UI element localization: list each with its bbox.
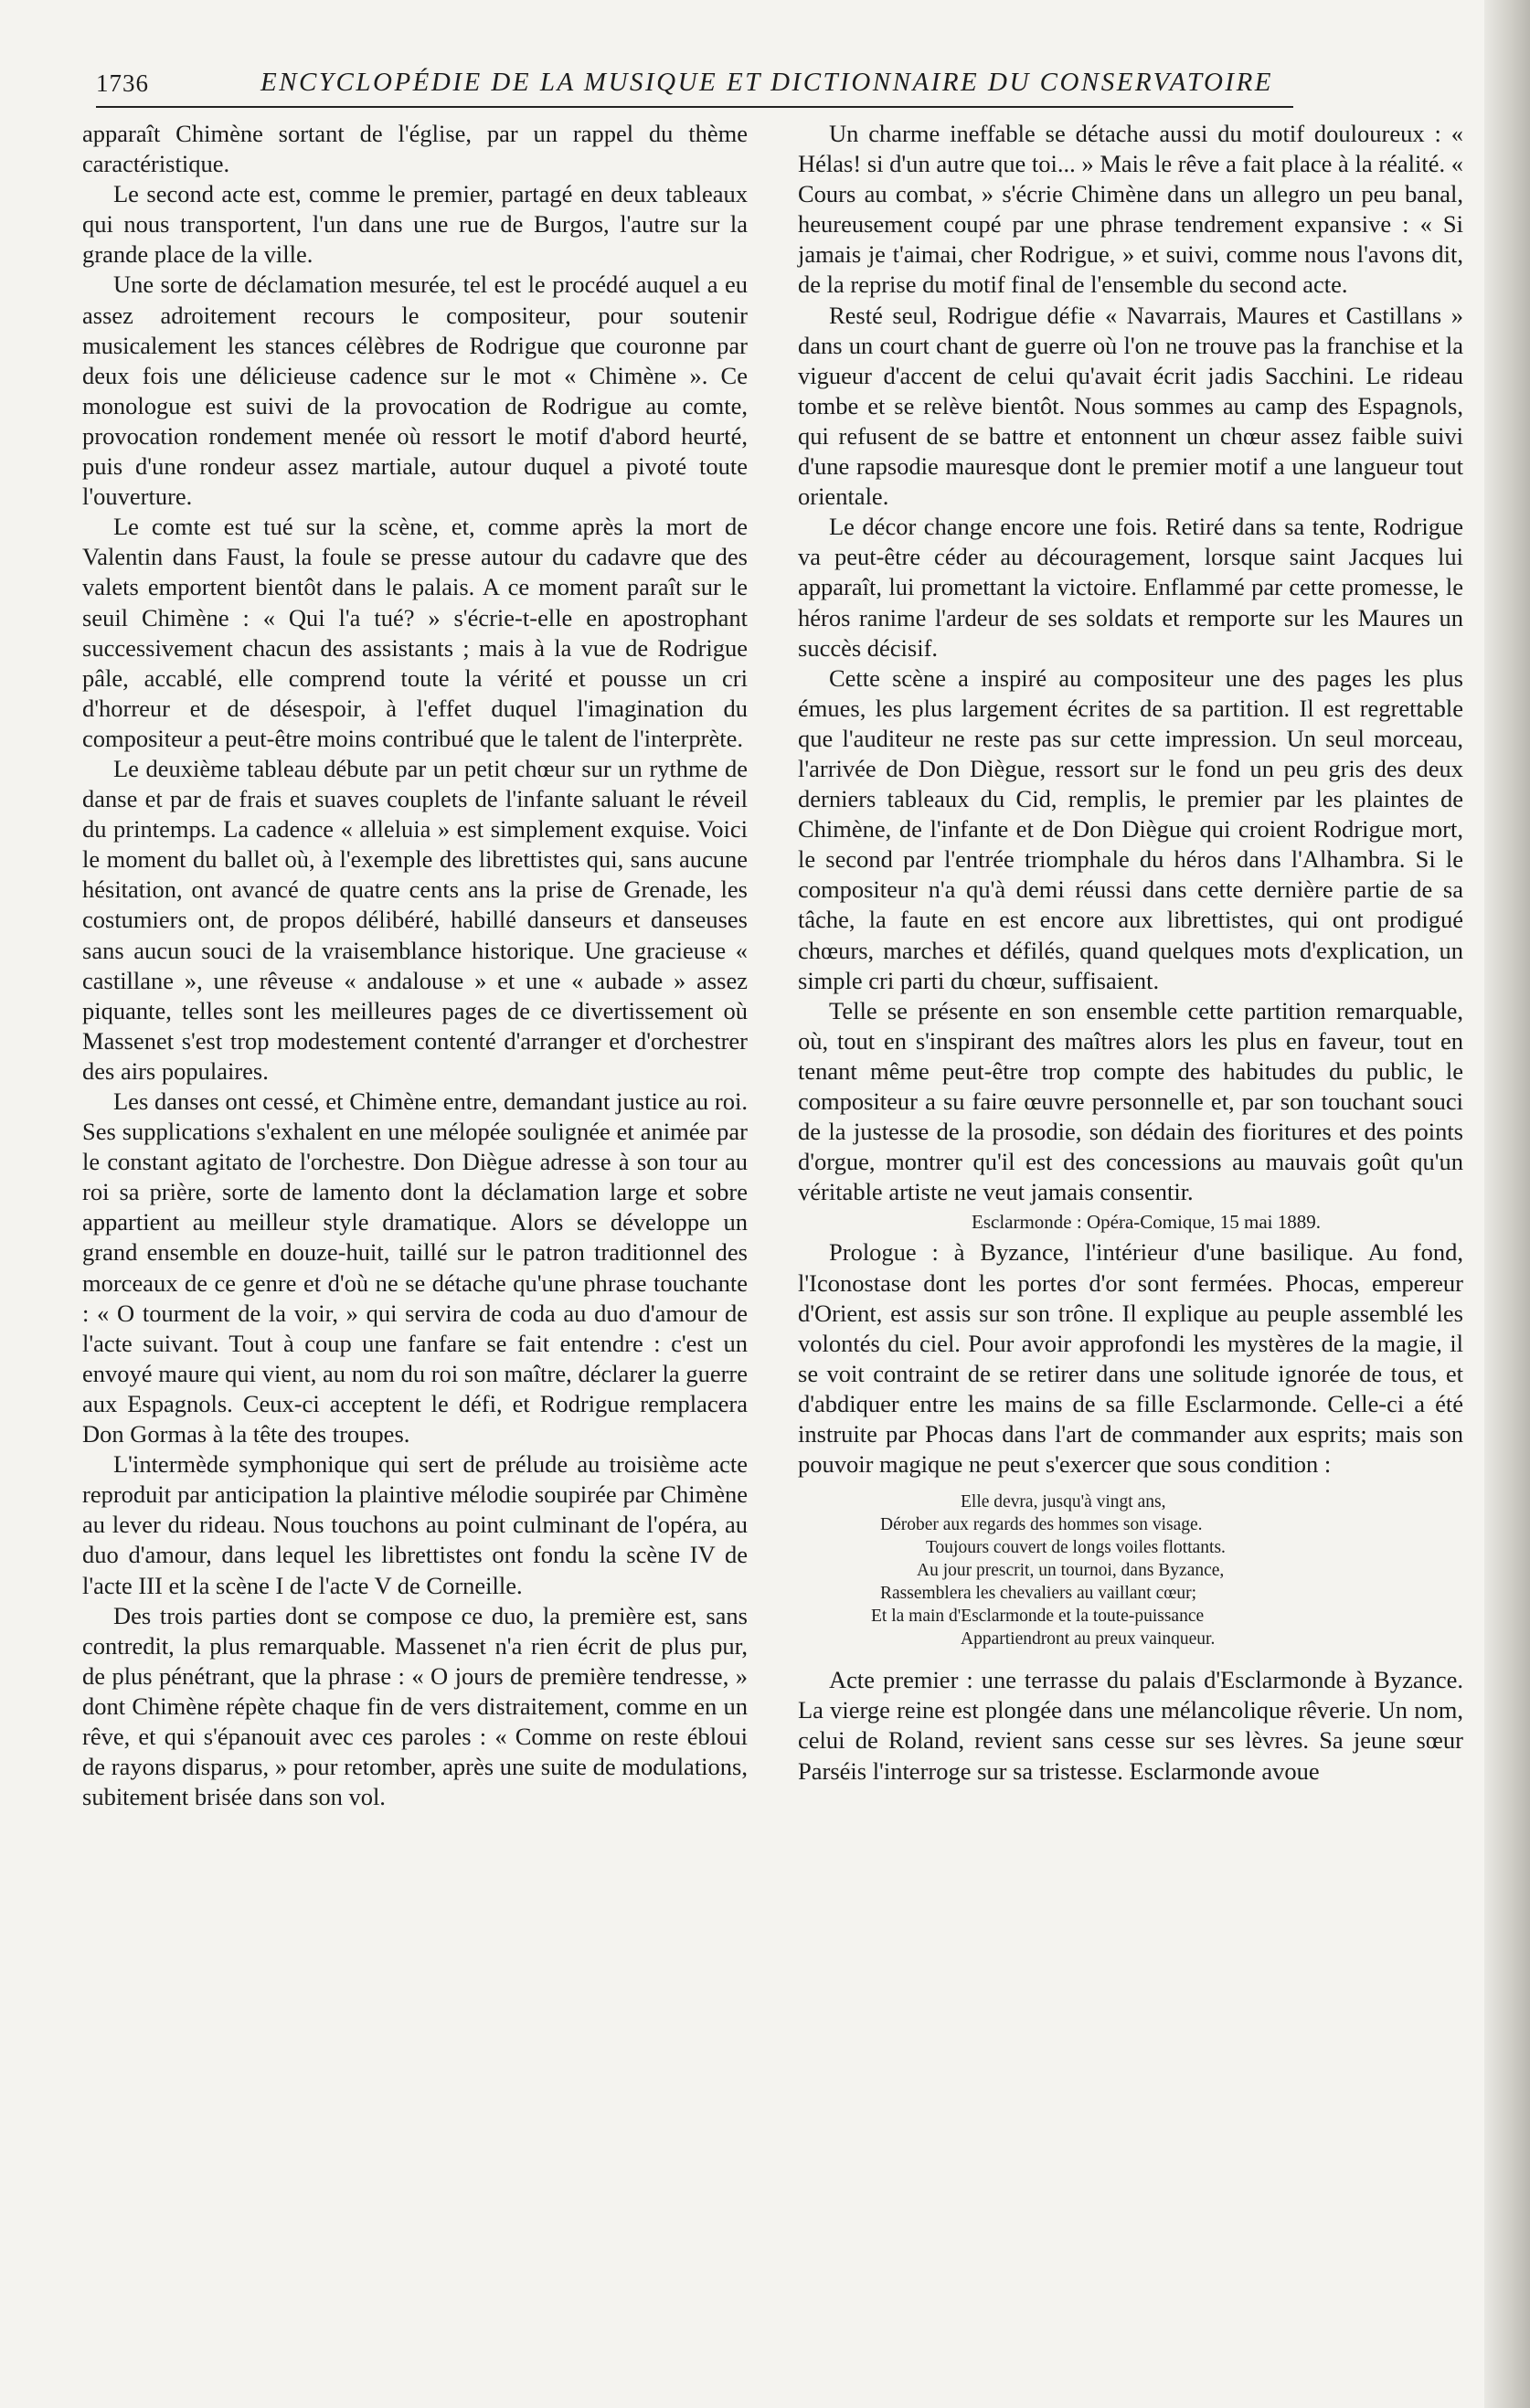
left-column — [82, 119, 748, 1812]
running-title: ENCYCLOPÉDIE DE LA MUSIQUE ET DICTIONNAIRE DU CONSERVATOIRE — [260, 68, 1273, 97]
paragraph: Le comte est tué sur la scène, et, comme après la mort de Valentin dans Faust, la foule se presse autour du cadavre que des valets emportent bientôt dans le palais. A ce moment paraît sur le seuil Chimène : « Qui l'a tué? » s'écrie-t-elle en apostrophant successivement chacun des assistants ; mais à la vue de Rodrigue pâle, accablé, elle comprend toute la vérité et pousse un cri d'horreur et de désespoir, à l'effet duquel l'imagination du compositeur a peut-être moins contribué que le talent de l'interprète. — [82, 513, 748, 752]
verse-line: Et la main d'Esclarmonde et la toute-puissance — [871, 1607, 1205, 1627]
paragraph: Le second acte est, comme le premier, partagé en deux tableaux qui nous transportent, l'un dans une rue de Burgos, l'autre sur la grande place de la ville. — [82, 180, 748, 269]
paragraph: Telle se présente en son ensemble cette partition remarquable, où, tout en s'inspirant des maîtres alors les plus en faveur, tout en tenant même peut-être trop compte des habitudes du public, le compositeur a su faire œuvre personnelle et, par son touchant souci de la justesse de la prosodie, son dédain des fioritures et des points d'orgue, montrer qu'il est des concessions au mauvais goût qu'un véritable artiste ne veut jamais consentir. — [798, 996, 1463, 1206]
section-heading: Esclarmonde : Opéra-Comique, 15 mai 1889. — [972, 1211, 1321, 1234]
paragraph: Les danses ont cessé, et Chimène entre, demandant justice au roi. Ses supplications s'exhalent en une mélopée soulignée et animée par le constant agitato de l'orchestre. Don Diègue adresse à son tour au roi sa prière, sorte de lamento dont la déclamation large et sobre appartient au meilleur style dramatique. Alors se développe un grand ensemble en douze-huit, taillé sur le patron traditionnel des morceaux de ce genre et d'où ne se détache qu'une phrase touchante : « O tourment de la voir, » qui servira de coda au duo d'amour de l'acte suivant. Tout à coup une fanfare se fait entendre : c'est un envoyé maure qui vient, au nom du roi son maître, déclarer la guerre aux Espagnols. Ceux-ci acceptent le défi, et Rodrigue remplacera Don Gormas à la tête des troupes. — [82, 1087, 748, 1448]
page-edge-shadow — [1484, 0, 1530, 2408]
paragraph: Resté seul, Rodrigue défie « Navarrais, Maures et Castillans » dans un court chant de guerre où l'on ne trouve pas la franchise et la vigueur d'accent de celui qu'avait écrit jadis Sacchini. Le rideau tombe et se relève bientôt. Nous sommes au camp des Espagnols, qui refusent de se battre et entonnent un chœur assez faible suivi d'une rapsodie mauresque dont le premier motif a une langueur tout orientale. — [798, 301, 1463, 511]
paragraph: L'intermède symphonique qui sert de prélude au troisième acte reproduit par anticipation la plaintive mélodie soupirée par Chimène au lever du rideau. Nous touchons au point culminant de l'opéra, au duo d'amour, dans lequel les librettistes ont fondu la scène IV de l'acte III et la scène I de l'acte V de Corneille. — [82, 1450, 748, 1599]
paragraph: Acte premier : une terrasse du palais d'Esclarmonde à Byzance. La vierge reine est plongée dans une mélancolique rêverie. Un nom, celui de Roland, revient sans cesse sur ses lèvres. Sa jeune sœur Parséis l'interroge sur sa tristesse. Esclarmonde avoue — [798, 1666, 1463, 1785]
verse-line: Au jour prescrit, un tournoi, dans Byzance, — [917, 1561, 1225, 1581]
verse-line: Toujours couvert de longs voiles flottants. — [926, 1538, 1226, 1558]
paragraph: Une sorte de déclamation mesurée, tel est le procédé auquel a eu assez adroitement recours le compositeur, pour soutenir musicalement les stances célèbres de Rodrigue que couronne par deux fois une délicieuse cadence sur le mot « Chimène ». Ce monologue est suivi de la provocation de Rodrigue au comte, provocation rondement menée où ressort le motif d'abord heurté, puis d'une rondeur assez martiale, autour duquel a pivoté toute l'ouverture. — [82, 271, 748, 511]
paragraph: apparaît Chimène sortant de l'église, par un rappel du thème caractéristique. — [82, 120, 748, 178]
verse-block — [798, 1490, 1463, 1650]
right-column — [798, 119, 1463, 1787]
verse-line: Elle devra, jusqu'à vingt ans, — [961, 1492, 1166, 1512]
paragraph: Un charme ineffable se détache aussi du motif douloureux : « Hélas! si d'un autre que toi... » Mais le rêve a fait place à la réalité. « Cours au combat, » s'écrie Chimène dans un allegro un peu banal, heureusement coupé par une phrase tendrement expansive : « Si jamais je t'aimai, cher Rodrigue, » et suivi, comme nous l'avons dit, de la reprise du motif final de l'ensemble du second acte. — [798, 120, 1463, 299]
paragraph: Le décor change encore une fois. Retiré dans sa tente, Rodrigue va peut-être céder au découragement, lorsque saint Jacques lui apparaît, lui promettant la victoire. Enflammé par cette promesse, le héros ranime l'ardeur de ses soldats et remporte sur les Maures un succès décisif. — [798, 513, 1463, 662]
paragraph: Des trois parties dont se compose ce duo, la première est, sans contredit, la plus remarquable. Massenet n'a rien écrit de plus pur, de plus pénétrant, que la phrase : « O jours de première tendresse, » dont Chimène répète chaque fin de vers distraitement, comme en un rêve, et qui s'épanouit avec ces paroles : « Comme on reste ébloui de rayons disparus, » pour retomber, après une suite de modulations, subitement brisée dans son vol. — [82, 1601, 748, 1811]
running-header — [96, 68, 1293, 108]
verse-line: Appartiendront au preux vainqueur. — [961, 1629, 1216, 1650]
paragraph: Prologue : à Byzance, l'intérieur d'une basilique. Au fond, l'Iconostase dont les portes d'or sont fermées. Phocas, empereur d'Orient, est assis sur son trône. Il explique au peuple assemblé les volontés du ciel. Pour avoir approfondi les mystères de la magie, il se voit contraint de se retirer dans une solitude ignorée de tous, et d'abdiquer entre les mains de sa fille Esclarmonde. Celle-ci a été instruite par Phocas dans l'art de commander aux esprits; mais son pouvoir magique ne peut s'exercer que sous condition : — [798, 1238, 1463, 1479]
paragraph: Le deuxième tableau débute par un petit chœur sur un rythme de danse et par de frais et suaves couplets de l'infante saluant le réveil du printemps. La cadence « alleluia » est simplement exquise. Voici le moment du ballet où, à l'exemple des librettistes qui, sans aucune hésitation, ont avancé de quatre cents ans la prise de Grenade, les costumiers ont, de propos délibéré, habillé danseurs et danseuses sans aucun souci de la vraisemblance historique. Une gracieuse « castillane », une rêveuse « andalouse » et une « aubade » assez piquante, telles sont les meilleures pages de ce divertissement où Massenet s'est trop modestement contenté d'arranger et d'orchestrer des airs populaires. — [82, 754, 748, 1085]
verse-line: Rassemblera les chevaliers au vaillant cœur; — [880, 1584, 1196, 1604]
verse-line: Dérober aux regards des hommes son visage. — [880, 1515, 1203, 1535]
page-number: 1736 — [96, 69, 149, 97]
paragraph: Cette scène a inspiré au compositeur une des pages les plus émues, les plus largement écrites de sa partition. Il est regrettable que l'auditeur ne reste pas sur cette impression. Un seul morceau, l'arrivée de Don Diègue, ressort sur le fond un peu gris des deux derniers tableaux du Cid, remplis, le premier par les plaintes de Chimène, de l'infante et de Don Diègue qui croient Rodrigue mort, le second par l'entrée triomphale du héros dans l'Alhambra. Si le compositeur n'a qu'à demi réussi dans cette dernière partie de sa tâche, la faute en est encore aux librettistes, qui ont prodigué chœurs, marches et défilés, quand quelques mots d'explication, un simple cri parti du chœur, suffisaient. — [798, 663, 1463, 994]
